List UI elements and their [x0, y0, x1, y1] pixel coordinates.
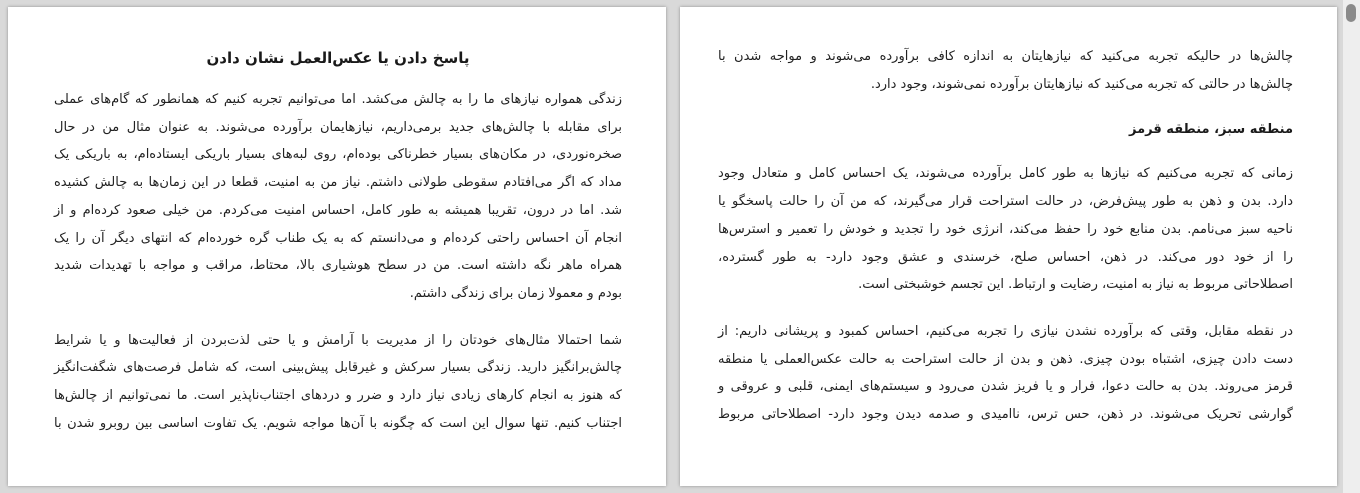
- text-line: انجام آن احساس راحتی کرده‌ام و می‌دانستم که به یک طناب گره خورده‌ام که انتهای دیگر آن را یک: [54, 230, 622, 246]
- text-line: ناحیه سبز می‌نامم. بدن منابع خود را حفظ می‌کند، انرژی خود را تجدید و خودش را تعمیر و استرس‌ها: [718, 221, 1293, 237]
- text-line: برای مقابله با چالش‌های جدید برمی‌داریم، نیازهایمان برآورده می‌شوند. به عنوان مثال من در حال: [54, 119, 622, 135]
- text-line: قرمز می‌روند. بدن به حالت دعوا، فرار و یا فریز شدن می‌رود و سیستم‌های ایمنی، قلبی و عروقی و: [718, 379, 1293, 395]
- right-paragraph-1: [718, 160, 1293, 299]
- text-line: زمانی که تجربه می‌کنیم که نیازها به طور کامل برآورده می‌شوند، یک احساس کامل و متعادل وجود: [718, 166, 1293, 182]
- text-line: زندگی همواره نیازهای ما را به چالش می‌کشد. اما می‌توانیم تجربه کنیم که همانطور که گام‌های عملی: [54, 92, 622, 107]
- right-paragraph-0: [718, 43, 1293, 98]
- left-paragraph-1: [54, 86, 622, 308]
- text-line: شد. اما در درون، تقریبا همیشه به طور کامل، احساس امنیت می‌کردم. من خیلی صعود کرده‌ام و از: [54, 202, 622, 218]
- scrollbar-thumb[interactable]: [1346, 4, 1356, 22]
- text-line: اصطلاحاتی مربوط به نیاز به امنیت، رضایت و ارتباط. این تجسم خوشبختی است.: [858, 277, 1293, 293]
- text-line: را از خود دور می‌کند. در ذهن، احساس صلح، خرسندی و عشق وجود دارد- به طور گسترده،: [718, 249, 1293, 265]
- text-line: دارد. بدن و ذهن به طور پیش‌فرض، در حالت استراحت قرار می‌گیرند، که من آن را حالت پاسخگو یا: [718, 194, 1293, 210]
- subsection-title: منطقه سبز، منطقه قرمز: [1129, 122, 1293, 138]
- vertical-scrollbar[interactable]: [1343, 0, 1360, 493]
- text-line: صخره‌نوردی، در مکان‌های بسیار خطرناکی بوده‌ام، روی لبه‌های بسیار باریکی ایستاده‌ام، به باریکی یک: [54, 147, 622, 163]
- text-line: اجتناب کنیم. تنها سوال این است که چگونه با آن‌ها مواجه شویم. یک تفاوت اساسی بین روبرو شدن با: [54, 415, 622, 431]
- text-line: بودم و معمولا زمان برای زندگی داشتم.: [409, 285, 622, 301]
- text-line: چالش‌ها در حالیکه تجربه می‌کنید که نیازهایتان به اندازه کافی برآورده می‌شوند و مواجه شدن با: [718, 49, 1293, 64]
- text-line: در نقطه مقابل، وقتی که برآورده نشدن نیازی را تجربه می‌کنیم، احساس کمبود و پریشانی داریم: از: [718, 323, 1293, 339]
- section-title: پاسخ دادن یا عکس‌العمل نشان دادن: [206, 49, 470, 67]
- right-page: [680, 7, 1337, 486]
- text-line: همراه ماهر نگه داشته است. من در سطح هوشیاری بالا، محتاط، مراقب و مواجه با تهدیدات شدید: [54, 258, 622, 274]
- text-line: گوارشی تحریک می‌شوند. در ذهن، حس ترس، ناامیدی و صدمه دیدن وجود دارد- اصطلاحاتی مربوط: [718, 407, 1293, 423]
- left-page: [8, 7, 666, 486]
- text-line: مداد که اگر می‌افتادم سقوطی طولانی داشتم. نیاز من به امنیت، قطعا در این زمان‌ها به چالش کشیده: [54, 175, 622, 191]
- text-line: شما احتمالا مثال‌های خودتان را از مدیریت با آرامش و یا حتی لذت‌بردن از فعالیت‌ها و یا شرایط: [54, 332, 622, 348]
- text-line: که هنوز به انجام کارهای زیادی نیاز دارد و ضرر و دردهای اجتناب‌ناپذیر است. ما نمی‌توانیم از چالش‌ها: [54, 388, 622, 404]
- text-line: چالش‌برانگیز دارید. زندگی بسیار سرکش و غیرقابل پیش‌بینی است، که شامل فرصت‌های شگفت‌انگیز: [54, 360, 622, 376]
- text-line: دست دادن چیزی، اشتباه بودن چیزی. ذهن و بدن از حالت استراحت به حالت عکس‌العملی یا منطقه: [718, 351, 1293, 367]
- text-line: چالش‌ها در حالتی که تجربه می‌کنید که نیازهایتان برآورده نمی‌شوند، وجود دارد.: [870, 76, 1293, 92]
- left-paragraph-2: [54, 327, 622, 438]
- right-paragraph-2: [718, 318, 1293, 429]
